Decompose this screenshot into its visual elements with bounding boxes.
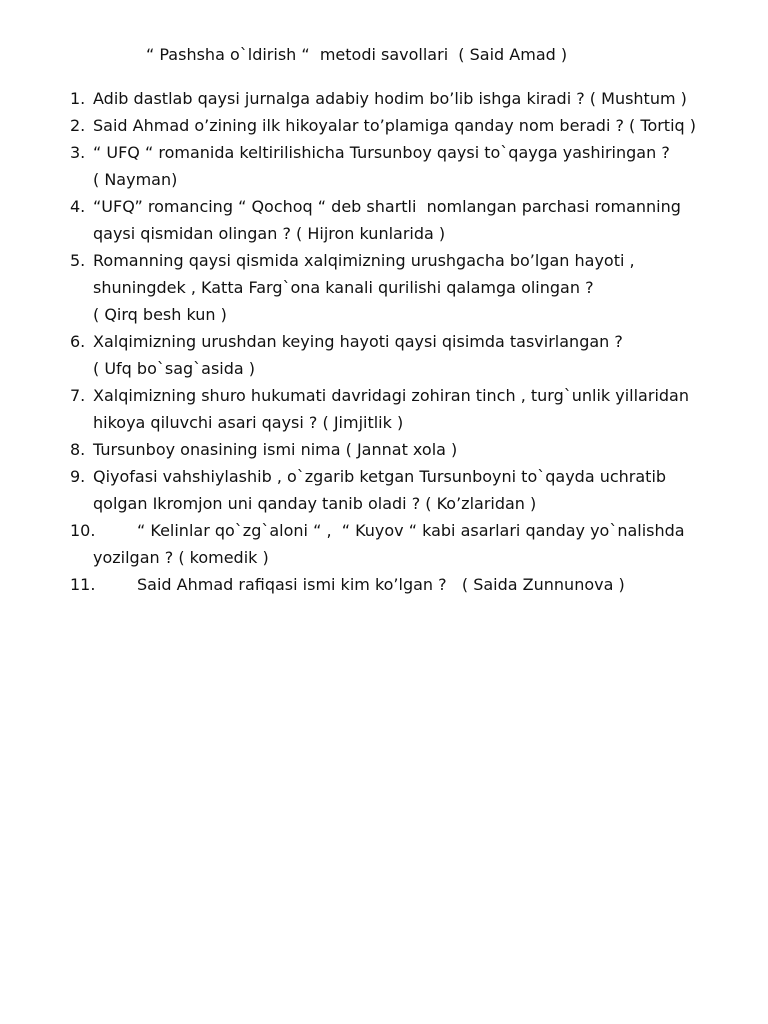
question-text-continued: shuningdek , Katta Farg`ona kanali qurilishi qalamga olingan ? xyxy=(93,278,594,297)
question-item-7 xyxy=(70,382,730,436)
question-number: 4. xyxy=(70,197,86,216)
question-item-8 xyxy=(70,436,730,463)
question-text: “ UFQ “ romanida keltirilishicha Tursunboy qaysi to`qayga yashiringan ? xyxy=(93,143,670,162)
question-text: “UFQ” romancing “ Qochoq “ deb shartli nomlangan parchasi romanning xyxy=(93,197,681,216)
question-text: Tursunboy onasining ismi nima ( Jannat xola ) xyxy=(93,440,458,459)
question-item-2 xyxy=(70,112,730,139)
question-number: 2. xyxy=(70,116,86,135)
question-number: 6. xyxy=(70,332,86,351)
question-number: 9. xyxy=(70,467,86,486)
question-list xyxy=(70,85,730,598)
question-item-3 xyxy=(70,139,730,193)
question-text: Romanning qaysi qismida xalqimizning urushgacha bo’lgan hayoti , xyxy=(93,251,635,270)
question-text-continued: hikoya qiluvchi asari qaysi ? ( Jimjitlik ) xyxy=(93,413,404,432)
question-text-continued: ( Nayman) xyxy=(93,170,178,189)
question-text: Xalqimizning shuro hukumati davridagi zohiran tinch , turg`unlik yillaridan xyxy=(93,386,689,405)
question-text: Qiyofasi vahshiylashib , o`zgarib ketgan Tursunboyni to`qayda uchratib xyxy=(93,467,667,486)
question-number: 10. xyxy=(70,521,96,540)
question-number: 5. xyxy=(70,251,86,270)
question-item-6 xyxy=(70,328,730,382)
question-text: Said Ahmad rafiqasi ismi kim ko’lgan ? ( Saida Zunnunova ) xyxy=(137,575,625,594)
document-title: “ Pashsha o`ldirish “ metodi savollari ( Said Amad ) xyxy=(146,45,568,64)
question-text: Said Ahmad o’zining ilk hikoyalar to’plamiga qanday nom beradi ? ( Tortiq ) xyxy=(93,116,697,135)
question-text-continued: qolgan Ikromjon uni qanday tanib oladi ? ( Ko’zlaridan ) xyxy=(93,494,537,513)
question-text: Adib dastlab qaysi jurnalga adabiy hodim bo’lib ishga kiradi ? ( Mushtum ) xyxy=(93,89,687,108)
question-text-continued: qaysi qismidan olingan ? ( Hijron kunlarida ) xyxy=(93,224,446,243)
question-number: 8. xyxy=(70,440,86,459)
question-answer: ( Qirq besh kun ) xyxy=(93,305,227,324)
question-text-continued: yozilgan ? ( komedik ) xyxy=(93,548,269,567)
question-item-5 xyxy=(70,247,730,328)
question-item-10 xyxy=(70,517,730,571)
question-text: “ Kelinlar qo`zg`aloni “ , “ Kuyov “ kabi asarlari qanday yo`nalishda xyxy=(137,521,685,540)
question-item-1 xyxy=(70,85,730,112)
question-number: 11. xyxy=(70,575,96,594)
question-item-9 xyxy=(70,463,730,517)
question-number: 7. xyxy=(70,386,86,405)
question-number: 1. xyxy=(70,89,86,108)
question-item-11 xyxy=(70,571,730,598)
question-text: Xalqimizning urushdan keying hayoti qaysi qisimda tasvirlangan ? xyxy=(93,332,623,351)
question-answer: ( Ufq bo`sag`asida ) xyxy=(93,359,256,378)
question-number: 3. xyxy=(70,143,86,162)
question-item-4 xyxy=(70,193,730,247)
